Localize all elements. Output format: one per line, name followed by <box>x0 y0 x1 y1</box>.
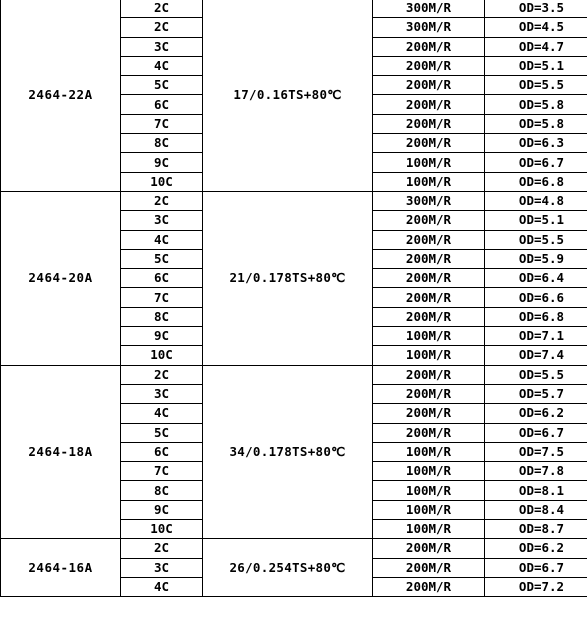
cores-cell: 4C <box>121 230 203 249</box>
cores-cell: 5C <box>121 249 203 268</box>
resistance-cell: 100M/R <box>373 481 485 500</box>
outer-diameter-cell: OD=3.5 <box>485 0 587 18</box>
outer-diameter-cell: OD=8.1 <box>485 481 587 500</box>
outer-diameter-cell: OD=6.8 <box>485 307 587 326</box>
outer-diameter-cell: OD=5.9 <box>485 249 587 268</box>
outer-diameter-cell: OD=6.8 <box>485 172 587 191</box>
cores-cell: 7C <box>121 288 203 307</box>
outer-diameter-cell: OD=7.4 <box>485 346 587 365</box>
outer-diameter-cell: OD=6.3 <box>485 134 587 153</box>
resistance-cell: 200M/R <box>373 134 485 153</box>
outer-diameter-cell: OD=7.1 <box>485 327 587 346</box>
outer-diameter-cell: OD=8.4 <box>485 500 587 519</box>
resistance-cell: 100M/R <box>373 172 485 191</box>
cores-cell: 10C <box>121 346 203 365</box>
cores-cell: 6C <box>121 442 203 461</box>
outer-diameter-cell: OD=8.7 <box>485 520 587 539</box>
outer-diameter-cell: OD=5.5 <box>485 365 587 384</box>
cores-cell: 6C <box>121 95 203 114</box>
outer-diameter-cell: OD=4.7 <box>485 37 587 56</box>
resistance-cell: 100M/R <box>373 346 485 365</box>
conductor-spec-cell: 21/0.178TS+80℃ <box>203 191 373 365</box>
conductor-spec-cell: 26/0.254TS+80℃ <box>203 539 373 597</box>
resistance-cell: 200M/R <box>373 288 485 307</box>
resistance-cell: 100M/R <box>373 327 485 346</box>
cores-cell: 3C <box>121 558 203 577</box>
cores-cell: 9C <box>121 327 203 346</box>
outer-diameter-cell: OD=4.8 <box>485 191 587 210</box>
cores-cell: 2C <box>121 0 203 18</box>
outer-diameter-cell: OD=6.7 <box>485 558 587 577</box>
table-row <box>1 0 587 18</box>
cores-cell: 6C <box>121 269 203 288</box>
resistance-cell: 100M/R <box>373 520 485 539</box>
outer-diameter-cell: OD=6.7 <box>485 153 587 172</box>
resistance-cell: 200M/R <box>373 95 485 114</box>
resistance-cell: 100M/R <box>373 153 485 172</box>
cores-cell: 4C <box>121 56 203 75</box>
outer-diameter-cell: OD=6.7 <box>485 423 587 442</box>
cores-cell: 4C <box>121 404 203 423</box>
resistance-cell: 200M/R <box>373 307 485 326</box>
cores-cell: 2C <box>121 191 203 210</box>
cores-cell: 7C <box>121 462 203 481</box>
conductor-spec-cell: 34/0.178TS+80℃ <box>203 365 373 539</box>
model-cell: 2464-20A <box>1 191 121 365</box>
outer-diameter-cell: OD=6.2 <box>485 539 587 558</box>
outer-diameter-cell: OD=4.5 <box>485 18 587 37</box>
resistance-cell: 200M/R <box>373 404 485 423</box>
model-cell: 2464-18A <box>1 365 121 539</box>
table-row <box>1 191 587 210</box>
outer-diameter-cell: OD=5.5 <box>485 230 587 249</box>
resistance-cell: 200M/R <box>373 114 485 133</box>
table-body <box>1 0 587 597</box>
outer-diameter-cell: OD=5.8 <box>485 95 587 114</box>
resistance-cell: 200M/R <box>373 539 485 558</box>
resistance-cell: 200M/R <box>373 577 485 596</box>
resistance-cell: 100M/R <box>373 500 485 519</box>
resistance-cell: 200M/R <box>373 558 485 577</box>
cores-cell: 8C <box>121 307 203 326</box>
cores-cell: 10C <box>121 172 203 191</box>
cores-cell: 3C <box>121 37 203 56</box>
resistance-cell: 300M/R <box>373 0 485 18</box>
resistance-cell: 200M/R <box>373 37 485 56</box>
table-row <box>1 539 587 558</box>
conductor-spec-cell: 17/0.16TS+80℃ <box>203 0 373 191</box>
outer-diameter-cell: OD=5.1 <box>485 56 587 75</box>
cores-cell: 3C <box>121 384 203 403</box>
resistance-cell: 100M/R <box>373 462 485 481</box>
cores-cell: 8C <box>121 134 203 153</box>
cores-cell: 5C <box>121 423 203 442</box>
cores-cell: 5C <box>121 76 203 95</box>
outer-diameter-cell: OD=7.2 <box>485 577 587 596</box>
resistance-cell: 200M/R <box>373 211 485 230</box>
outer-diameter-cell: OD=5.8 <box>485 114 587 133</box>
cores-cell: 2C <box>121 18 203 37</box>
model-cell: 2464-16A <box>1 539 121 597</box>
resistance-cell: 200M/R <box>373 56 485 75</box>
cores-cell: 7C <box>121 114 203 133</box>
cores-cell: 10C <box>121 520 203 539</box>
resistance-cell: 200M/R <box>373 423 485 442</box>
outer-diameter-cell: OD=7.8 <box>485 462 587 481</box>
resistance-cell: 200M/R <box>373 230 485 249</box>
cores-cell: 3C <box>121 211 203 230</box>
outer-diameter-cell: OD=5.5 <box>485 76 587 95</box>
outer-diameter-cell: OD=6.4 <box>485 269 587 288</box>
outer-diameter-cell: OD=7.5 <box>485 442 587 461</box>
outer-diameter-cell: OD=6.6 <box>485 288 587 307</box>
cores-cell: 9C <box>121 153 203 172</box>
resistance-cell: 300M/R <box>373 18 485 37</box>
cores-cell: 2C <box>121 539 203 558</box>
cores-cell: 8C <box>121 481 203 500</box>
resistance-cell: 200M/R <box>373 365 485 384</box>
outer-diameter-cell: OD=5.1 <box>485 211 587 230</box>
resistance-cell: 200M/R <box>373 384 485 403</box>
resistance-cell: 300M/R <box>373 191 485 210</box>
resistance-cell: 200M/R <box>373 249 485 268</box>
table-row <box>1 365 587 384</box>
cores-cell: 2C <box>121 365 203 384</box>
outer-diameter-cell: OD=5.7 <box>485 384 587 403</box>
cores-cell: 4C <box>121 577 203 596</box>
resistance-cell: 100M/R <box>373 442 485 461</box>
resistance-cell: 200M/R <box>373 269 485 288</box>
cores-cell: 9C <box>121 500 203 519</box>
outer-diameter-cell: OD=6.2 <box>485 404 587 423</box>
resistance-cell: 200M/R <box>373 76 485 95</box>
model-cell: 2464-22A <box>1 0 121 191</box>
